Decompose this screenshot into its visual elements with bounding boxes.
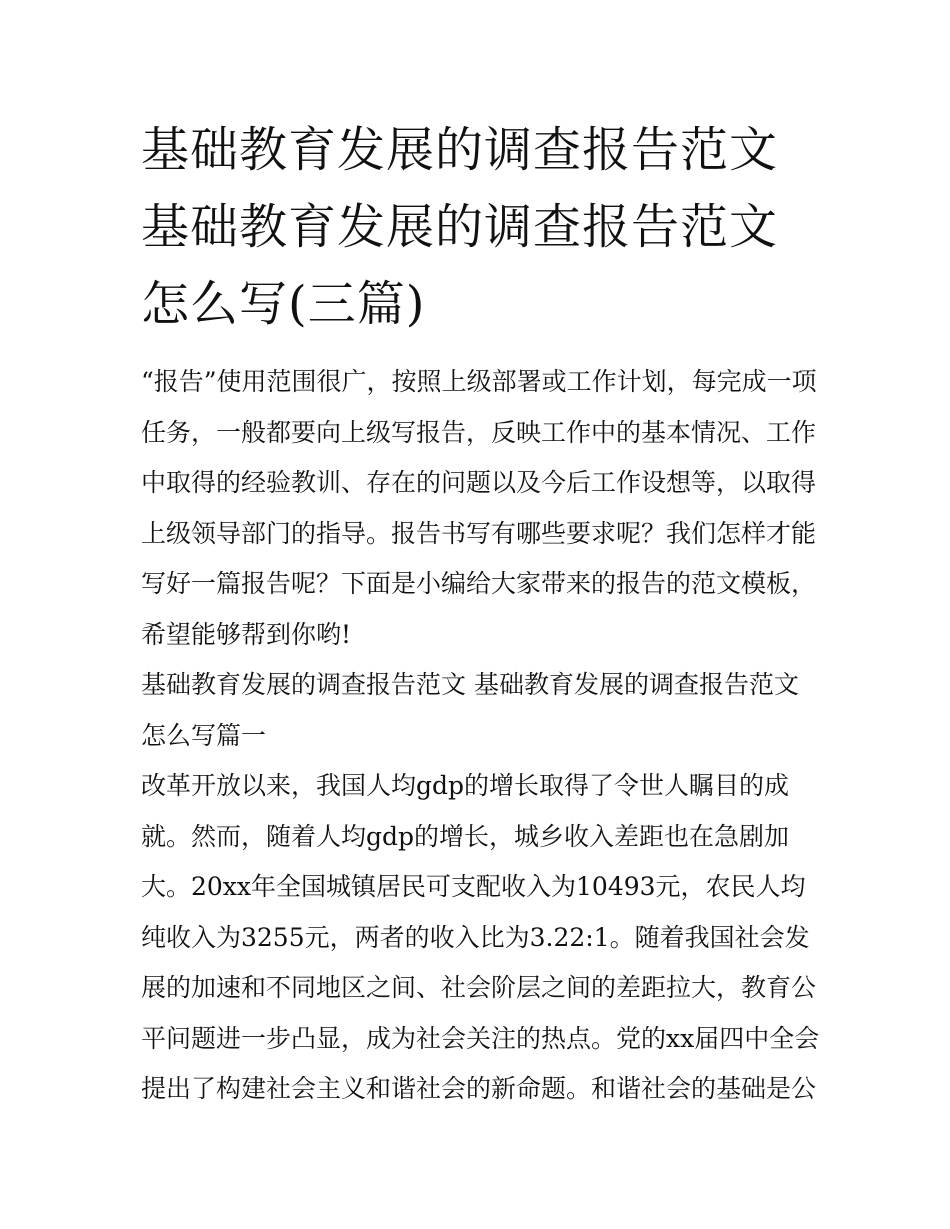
section-heading: 基础教育发展的调查报告范文 基础教育发展的调查报告范文怎么写篇一 <box>141 670 799 750</box>
document-content <box>141 112 821 1115</box>
intro-paragraph: “报告”使用范围很广，按照上级部署或工作计划，每完成一项任务，一般都要向上级写报告，反映工作中的基本情况、工作中取得的经验教训、存在的问题以及今后工作设想等，以取得上级领导部门的指导。报告书写有哪些要求呢？我们怎样才能写好一篇报告呢？下面是小编给大家带来的报告的范文模板，希望能够帮到你哟! <box>141 367 817 649</box>
section-body-paragraph: 改革开放以来，我国人均gdp的增长取得了令世人瞩目的成就。然而，随着人均gdp的增长，城乡收入差距也在急剧加大。20xx年全国城镇居民可支配收入为10493元，农民人均纯收入为3255元，两者的收入比为3.22:1。随着我国社会发展的加速和不同地区之间、社会阶层之间的差距拉大，教育公平问题进一步凸显，成为社会关注的热点。党的xx届四中全会提出了构建社会主义和谐社会的新命题。和谐社会的基础是公 <box>141 771 820 1103</box>
document-body <box>141 357 821 1115</box>
document-title: 基础教育发展的调查报告范文 基础教育发展的调查报告范文怎么写(三篇) <box>141 122 779 332</box>
